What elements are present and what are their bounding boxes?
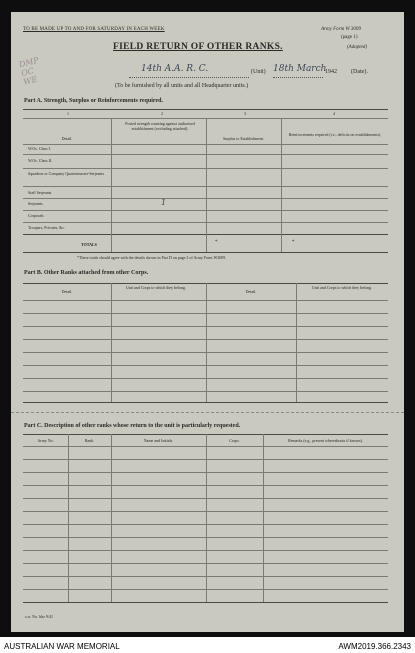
date-handwritten: 18th March: [273, 64, 327, 74]
part-a-footnote: *These totals should agree with the details shown in Part D on page 2 of Army Form W3009.: [77, 255, 227, 260]
part-a-header-detail: Detail.: [61, 136, 73, 141]
unit-line: [129, 77, 249, 78]
part-a-heading: Part A. Strength, Surplus or Reinforcements required.: [24, 98, 163, 104]
part-a-header-surplus: Surplus to Establishment.: [223, 136, 264, 141]
print-code: s.w. No. hbz 9/41: [25, 614, 53, 619]
totals-label: TOTALS: [81, 242, 97, 247]
unit-label: (Unit): [251, 69, 266, 75]
part-c-col-divider: [68, 434, 69, 602]
adapted-note: (Adapted): [347, 45, 367, 50]
part-c-header-rank: Rank.: [84, 438, 95, 443]
row-label-wo2: W.Os. Class II.: [28, 158, 53, 163]
part-b-col-divider: [111, 283, 112, 402]
part-a-col-divider: [206, 118, 207, 252]
part-c-bottom-rule: [23, 602, 388, 603]
part-b-heading: Part B. Other Ranks attached from other Corps.: [24, 270, 149, 276]
part-a-col-number: 1: [67, 111, 69, 116]
part-b-header-unit-corps-2: Unit and Corps to which they belong.: [311, 285, 373, 290]
part-c-col-divider: [111, 434, 112, 602]
unit-handwritten: 14th A.A. R. C.: [141, 64, 209, 74]
part-c-header-army-no: Army No.: [37, 438, 54, 443]
perforation-line: [11, 412, 404, 413]
part-c-heading: Part C. Description of other ranks whose return to the unit is particularly requested.: [24, 423, 241, 429]
part-b-bottom-rule: [23, 402, 388, 403]
row-label-wo1: W.Os. Class I.: [28, 146, 51, 151]
part-c-header-remarks: Remarks (e.g., present whereabouts if known).: [288, 438, 363, 443]
row-label-troopers: Troopers, Privates, &c.: [28, 225, 66, 230]
part-a-top-rule: [23, 109, 388, 110]
date-label: (Date).: [351, 69, 368, 75]
totals-surplus-mark: *: [215, 240, 218, 245]
army-form-number: Army Form W 3009: [321, 27, 361, 32]
year: 1942: [325, 69, 337, 75]
date-line: [273, 77, 323, 78]
top-note: TO BE MADE UP TO AND FOR SATURDAY IN EACH WEEK: [23, 27, 165, 32]
part-a-col-number: 3: [244, 111, 246, 116]
footer-institution: AUSTRALIAN WAR MEMORIAL: [4, 642, 120, 651]
row-label-cqms: Squadron or Company Quartermaster-Serjeants: [28, 171, 105, 176]
footer-accession-number: AWM2019.366.2343: [338, 642, 411, 651]
part-c-header-name: Name and Initials.: [143, 438, 174, 443]
part-a-col-number: 4: [333, 111, 335, 116]
part-a-col-number: 2: [161, 111, 163, 116]
part-b-header-detail: Detail.: [61, 289, 73, 294]
part-b-col-divider: [206, 283, 207, 402]
subtitle: (To be furnished by all units and all Headquarter units.): [115, 83, 249, 89]
part-c-header-corps: Corps.: [229, 438, 240, 443]
part-b-col-divider: [296, 283, 297, 402]
part-b-header-detail-2: Detail.: [245, 289, 257, 294]
part-c-col-divider: [263, 434, 264, 602]
row-label-corporals: Corporals: [28, 213, 44, 218]
part-a-bottom-rule: [23, 252, 388, 253]
part-b-header-unit-corps: Unit and Corps to which they belong.: [125, 285, 187, 290]
page-number: (page 1): [341, 35, 358, 40]
row-label-serjeants: Serjeants: [28, 201, 43, 206]
row-label-staff-serjeants: Staff Serjeants: [28, 190, 52, 195]
serjeants-posted-value: 1: [161, 198, 167, 207]
part-a-header-reinforcements: Reinforcements required (i.e., deficits on establishments).: [288, 132, 382, 137]
form-title: FIELD RETURN OF OTHER RANKS.: [113, 42, 283, 52]
part-a-col-divider: [111, 118, 112, 252]
part-a-col-divider: [281, 118, 282, 252]
totals-reinforcement-mark: *: [292, 240, 295, 245]
handwritten-stamp: DMP OC WE: [18, 55, 40, 87]
archive-footer: [0, 640, 415, 653]
part-c-col-divider: [206, 434, 207, 602]
part-a-header-posted: Posted strength counting against authorised establishment (excluding attached).: [125, 121, 195, 131]
form-paper: [11, 12, 404, 632]
